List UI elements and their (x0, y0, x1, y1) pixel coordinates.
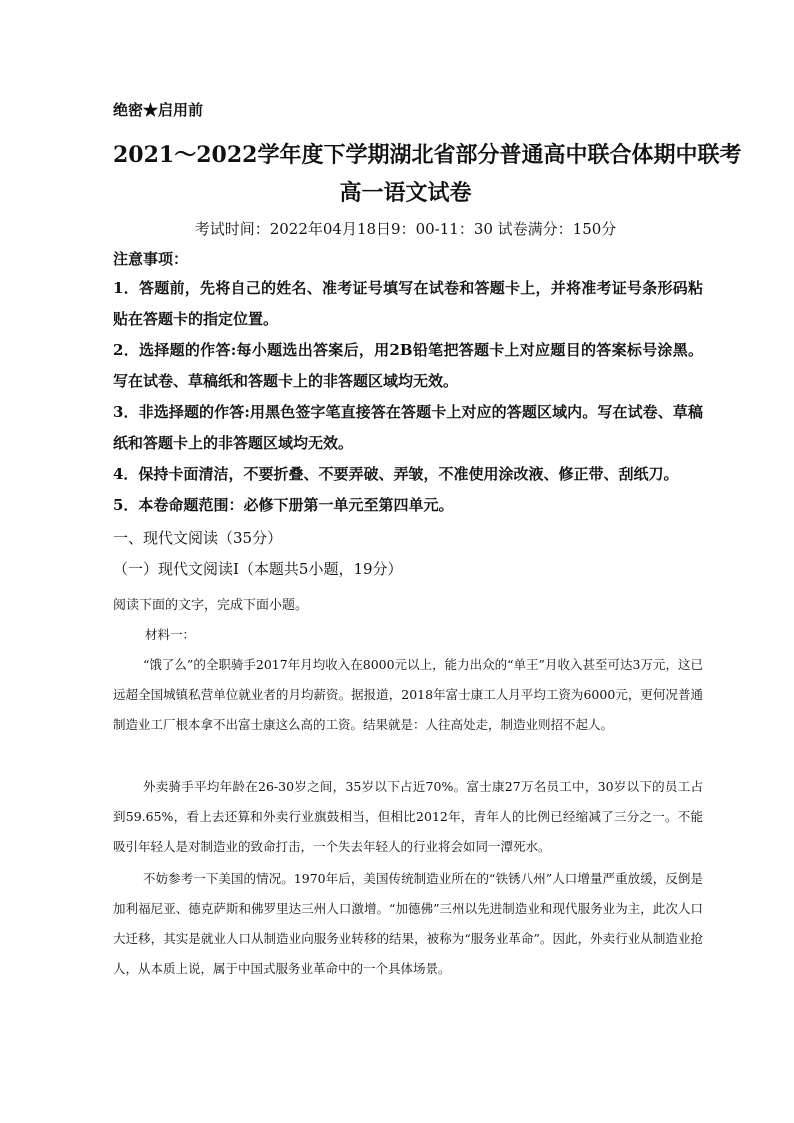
exam-title: 2021～2022学年度下学期湖北省部分普通高中联合体期中联考 (113, 142, 742, 168)
notice-item: 4．保持卡面清洁，不要折叠、不要弄破、弄皱，不准使用涂改液、修正带、刮纸刀。 (113, 465, 679, 483)
material-label: 材料一： (145, 627, 196, 642)
material-paragraph: 不妨参考一下美国的情况。1970年后，美国传统制造业所在的“铁锈八州”人口增量严重放缓，反倒是加利福尼亚、德克萨斯和佛罗里达三州人口激增。“加德佛”三州以先进制造业和现代服务业为主，此次人口大迁移，其实是就业人口从制造业向服务业转移的结果，被称为“服务业革命”。因此，外卖行业从制造业抢人，从本质上说，属于中国式服务业革命中的一个具体场景。 (113, 871, 703, 976)
exam-subtitle: 高一语文试卷 (339, 180, 472, 206)
notice-item: 2．选择题的作答:每小题选出答案后，用2B铅笔把答题卡上对应题目的答案标号涂黑。写在试卷、草稿纸和答题卡上的非答题区域均无效。 (113, 341, 703, 390)
subsection-heading: （一）现代文阅读Ⅰ（本题共5小题，19分） (113, 560, 403, 578)
notice-item: 3．非选择题的作答:用黑色签字笔直接答在答题卡上对应的答题区域内。写在试卷、草稿纸和答题卡上的非答题区域均无效。 (113, 403, 703, 452)
material-paragraph: “饿了么”的全职骑手2017年月均收入在8000元以上，能力出众的“单王”月收入甚至可达3万元，这已远超全国城镇私营单位就业者的月均薪资。据报道，2018年富士康工人月平均工资为6000元，更何况普通制造业工厂根本拿不出富士康这么高的工资。结果就是：人往高处走，制造业则招不起人。 (113, 657, 703, 732)
notice-item: 1．答题前，先将自己的姓名、准考证号填写在试卷和答题卡上，并将准考证号条形码粘贴在答题卡的指定位置。 (113, 279, 703, 328)
notice-item: 5．本卷命题范围：必修下册第一单元至第四单元。 (113, 496, 454, 514)
material-paragraph: 外卖骑手平均年龄在26-30岁之间，35岁以下占近70%。富士康27万名员工中，30岁以下的员工占到59.65%，看上去还算和外卖行业旗鼓相当，但相比2012年，青年人的比例已经缩减了三分之一。不能吸引年轻人是对制造业的致命打击，一个失去年轻人的行业将会如同一潭死水。 (113, 779, 703, 854)
section-heading: 一、现代文阅读（35分） (113, 529, 283, 547)
reading-instruction: 阅读下面的文字，完成下面小题。 (113, 598, 309, 613)
notice-heading: 注意事项： (113, 250, 189, 268)
confidential-label: 绝密★启用前 (113, 101, 204, 119)
exam-info: 考试时间：2022年04月18日9：00-11：30 试卷满分：150分 (194, 220, 617, 238)
